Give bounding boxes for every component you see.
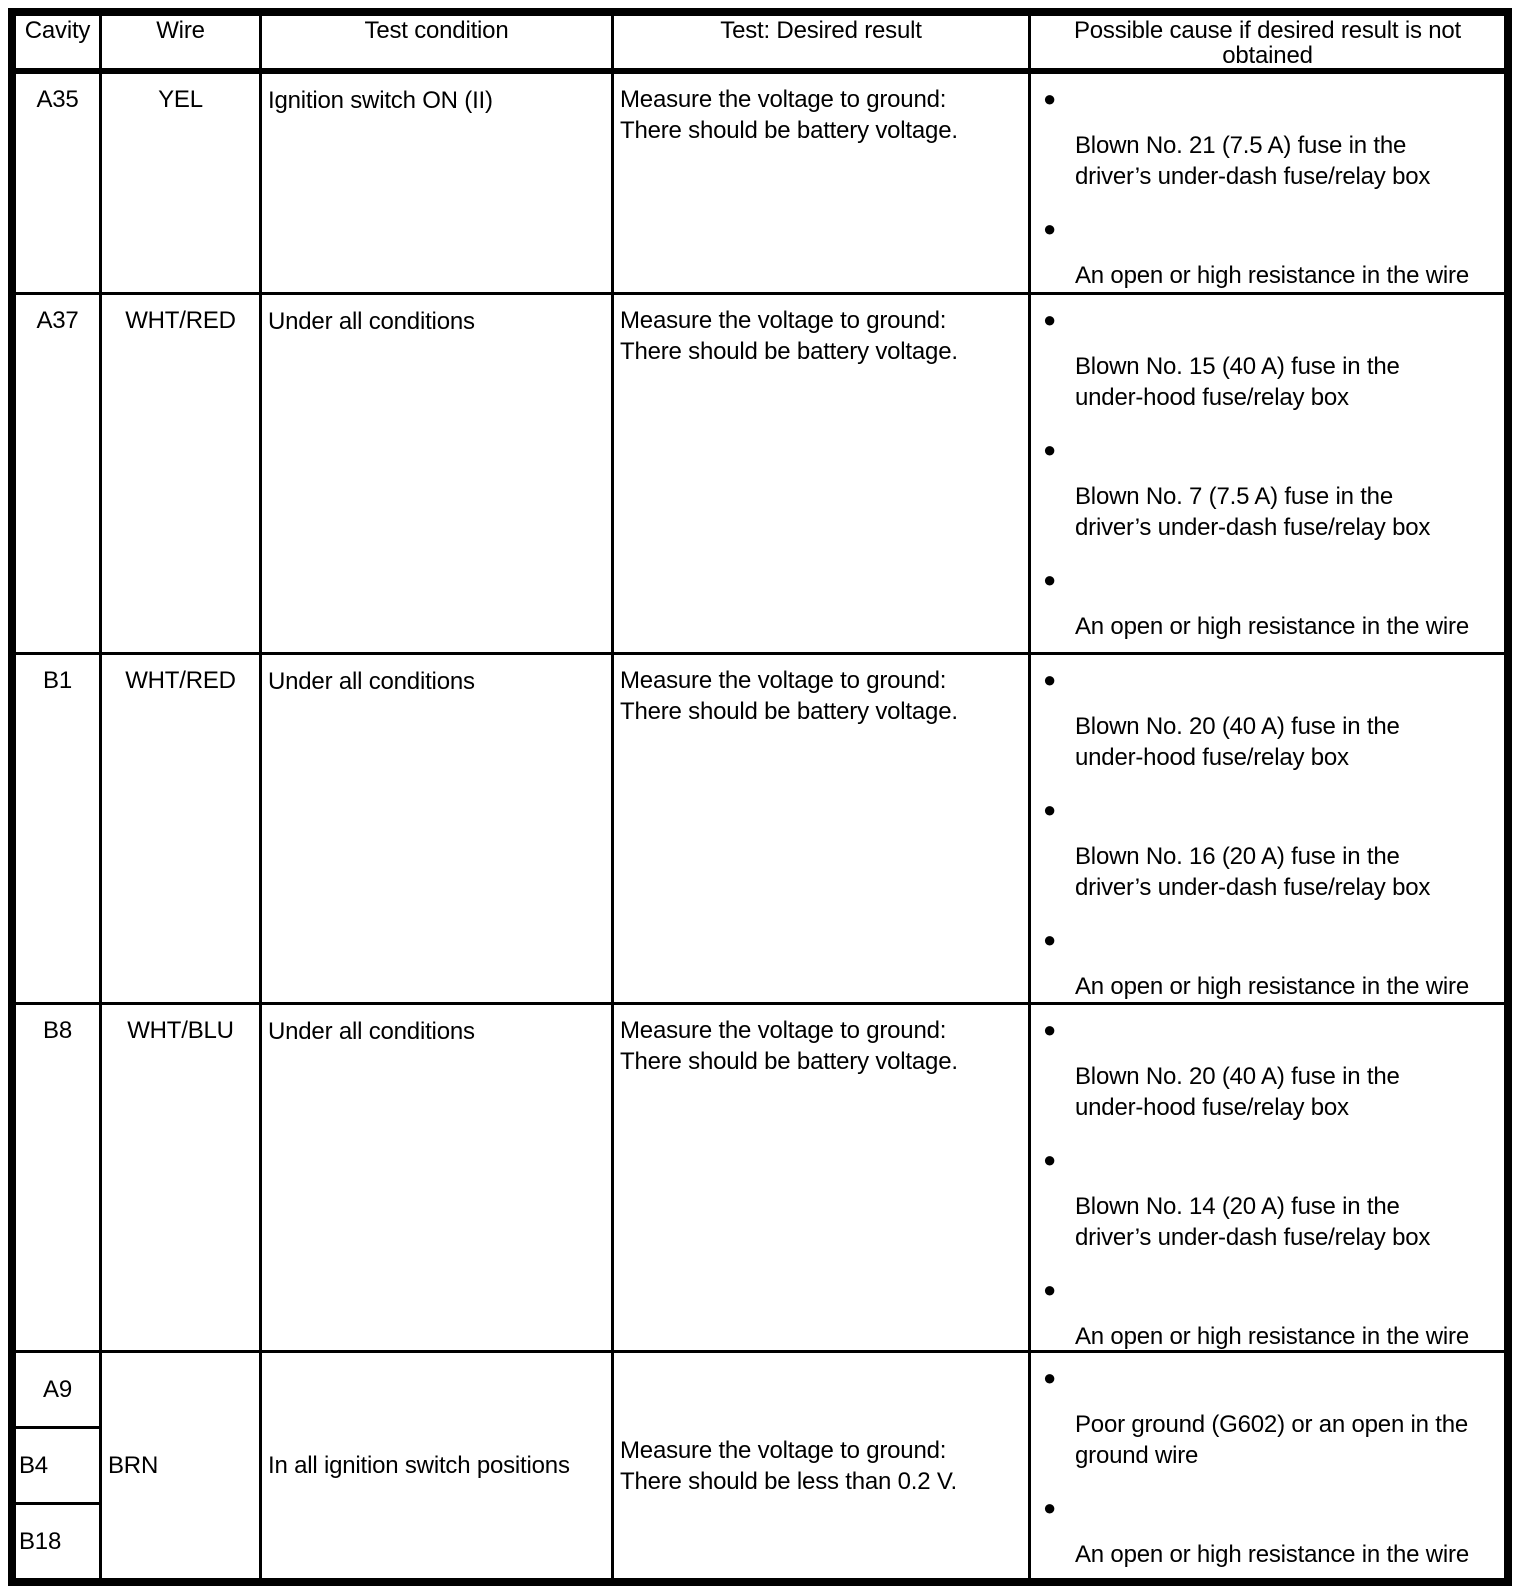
cavity-cell: A35 [16,74,102,295]
bullet-icon: ● [1043,1365,1057,1390]
cavity-subcell [16,1502,99,1578]
bullet-icon: ● [1043,797,1057,822]
wiring-test-table [8,8,1512,1586]
header-cell-cavity: Cavity [16,16,102,74]
test-condition-cell: Ignition switch ON (II) [262,74,614,295]
cavity-cell: B8 [16,1005,102,1353]
cause-line: under-hood fuse/relay box [1075,1094,1349,1121]
cause-item [1043,797,1502,903]
test-condition-cell: In all ignition switch positions [262,1353,614,1578]
result-line: There should be less than 0.2 V. [620,1467,957,1495]
cause-line: An open or high resistance in the wire [1075,262,1469,289]
bullet-icon: ● [1043,86,1057,111]
result-line: There should be battery voltage. [620,698,958,725]
cavity-cell-split [16,1353,102,1578]
cause-line: Blown No. 14 (20 A) fuse in the [1075,1193,1400,1220]
cause-item [1043,667,1502,773]
test-condition-cell: Under all conditions [262,295,614,655]
cause-line: driver’s under-dash fuse/relay box [1075,874,1431,901]
desired-result-cell [614,1005,1031,1353]
desired-result-cell [614,655,1031,1005]
wire-cell: WHT/RED [102,655,262,1005]
bullet-icon: ● [1043,1147,1057,1172]
header-cell-test-condition: Test condition [262,16,614,74]
cause-item [1043,1277,1502,1352]
cause-line: Blown No. 20 (40 A) fuse in the [1075,713,1400,740]
test-condition-cell: Under all conditions [262,655,614,1005]
bullet-icon: ● [1043,307,1057,332]
cavity-subcell [16,1426,99,1502]
cause-line: driver’s under-dash fuse/relay box [1075,163,1431,190]
cause-item [1043,567,1502,642]
cause-line: driver’s under-dash fuse/relay box [1075,514,1431,541]
cause-item [1043,927,1502,1002]
possible-cause-cell [1031,295,1504,655]
wire-cell: WHT/BLU [102,1005,262,1353]
cause-line: Blown No. 21 (7.5 A) fuse in the [1075,132,1407,159]
cavity-cell: B1 [16,655,102,1005]
cause-item [1043,1495,1502,1570]
result-line: Measure the voltage to ground: [620,1436,947,1464]
cause-item [1043,86,1502,192]
cause-line: Blown No. 15 (40 A) fuse in the [1075,353,1400,380]
possible-cause-cell [1031,655,1504,1005]
cause-line: An open or high resistance in the wire [1075,1323,1469,1350]
cause-item [1043,216,1502,291]
desired-result-cell [614,74,1031,295]
header-cell-wire: Wire [102,16,262,74]
result-line: Measure the voltage to ground: [620,1017,947,1044]
bullet-icon: ● [1043,567,1057,592]
cause-item [1043,307,1502,413]
cause-item [1043,437,1502,543]
cause-item [1043,1365,1502,1471]
cause-line: under-hood fuse/relay box [1075,384,1349,411]
result-line: Measure the voltage to ground: [620,667,947,694]
bullet-icon: ● [1043,216,1057,241]
desired-result-cell [614,295,1031,655]
result-line: Measure the voltage to ground: [620,307,947,334]
bullet-icon: ● [1043,437,1057,462]
wire-cell: BRN [102,1353,262,1578]
cause-line: An open or high resistance in the wire [1075,973,1469,1000]
header-cell-possible-cause: Possible cause if desired result is not obtained [1031,16,1504,74]
possible-cause-cell [1031,1005,1504,1353]
cause-line: under-hood fuse/relay box [1075,744,1349,771]
wire-cell: YEL [102,74,262,295]
bullet-icon: ● [1043,1495,1057,1520]
cause-line: Poor ground (G602) or an open in the [1075,1411,1469,1438]
header-cell-desired-result: Test: Desired result [614,16,1031,74]
result-line: There should be battery voltage. [620,1048,958,1075]
cause-line: Blown No. 16 (20 A) fuse in the [1075,843,1400,870]
wire-cell: WHT/RED [102,295,262,655]
bullet-icon: ● [1043,667,1057,692]
cause-item [1043,1147,1502,1253]
cause-line: ground wire [1075,1442,1199,1469]
test-condition-cell: Under all conditions [262,1005,614,1353]
cavity-cell: A37 [16,295,102,655]
cause-line: An open or high resistance in the wire [1075,613,1469,640]
cause-line: driver’s under-dash fuse/relay box [1075,1224,1431,1251]
cavity-label: B4 [19,1451,48,1479]
cause-line: Blown No. 20 (40 A) fuse in the [1075,1063,1400,1090]
bullet-icon: ● [1043,927,1057,952]
cavity-label: A9 [43,1375,72,1403]
result-line: There should be battery voltage. [620,338,958,365]
cavity-subcell [16,1353,99,1426]
cause-line: An open or high resistance in the wire [1075,1541,1469,1568]
result-line: Measure the voltage to ground: [620,86,947,113]
cause-line: Blown No. 7 (7.5 A) fuse in the [1075,483,1393,510]
bullet-icon: ● [1043,1017,1057,1042]
possible-cause-cell [1031,1353,1504,1578]
bullet-icon: ● [1043,1277,1057,1302]
cavity-label: B18 [19,1527,62,1555]
possible-cause-cell [1031,74,1504,295]
result-line: There should be battery voltage. [620,117,958,144]
desired-result-cell [614,1353,1031,1578]
cause-item [1043,1017,1502,1123]
